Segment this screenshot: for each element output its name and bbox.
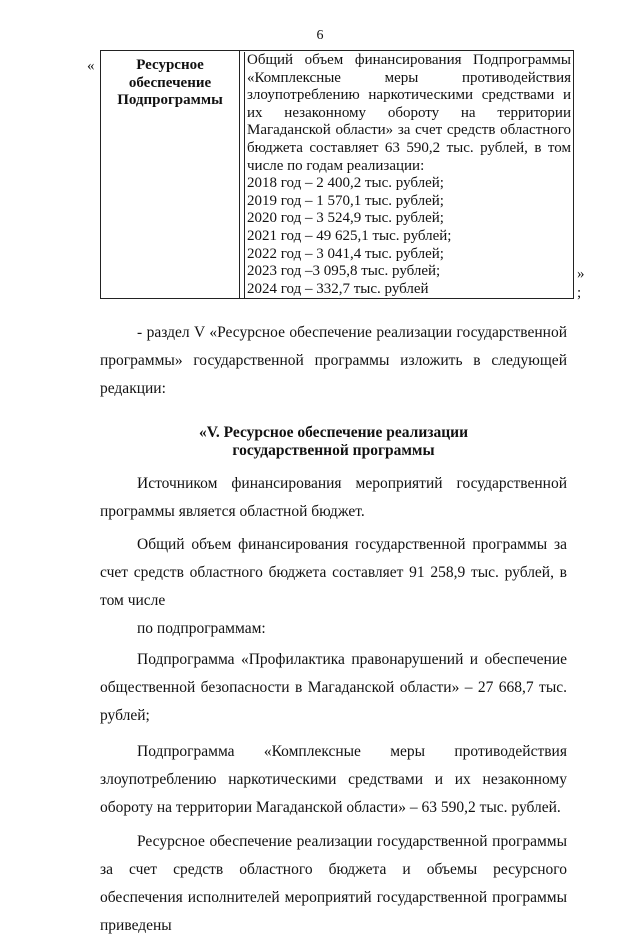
year-line: 2023 год –3 095,8 тыс. рублей; bbox=[247, 263, 441, 280]
header-line: Ресурсное bbox=[136, 57, 204, 73]
year-line: 2020 год – 3 524,9 тыс. рублей; bbox=[247, 210, 444, 227]
section-instruction-paragraph: - раздел V «Ресурсное обеспечение реализации государственной программы» государственной программы изложить в следующей редакции: bbox=[100, 324, 567, 397]
year-line: 2022 год – 3 041,4 тыс. рублей; bbox=[247, 245, 444, 262]
table-closing-quote: » bbox=[577, 266, 585, 282]
subprogram-1-paragraph: Подпрограмма «Профилактика правонарушений и обеспечение общественной безопасности в Магаданской области» – 27 668,7 тыс. рублей; bbox=[100, 651, 567, 724]
table-row bbox=[101, 51, 574, 299]
resource-summary-paragraph: Ресурсное обеспечение реализации государственной программы за счет средств областного бюджета и объемы ресурсного обеспечения исполнителей мероприятий государственной программы приведены bbox=[100, 833, 567, 934]
funding-source-paragraph: Источником финансирования мероприятий государственной программы является областной бюджет. bbox=[100, 475, 567, 520]
table-content-cell bbox=[240, 51, 574, 299]
year-line: 2024 год – 332,7 тыс. рублей bbox=[247, 280, 429, 297]
year-line: 2018 год – 2 400,2 тыс. рублей; bbox=[247, 175, 444, 192]
resource-table bbox=[100, 50, 574, 299]
header-line: Подпрограммы bbox=[117, 92, 223, 109]
page-number: 6 bbox=[316, 28, 324, 43]
section-instruction-block bbox=[100, 319, 567, 403]
total-funding-paragraph: Общий объем финансирования государственной программы за счет средств областного бюджета составляет 91 258,9 тыс. рублей, в том числе bbox=[100, 536, 567, 609]
by-subprogram-paragraph: по подпрограммам: bbox=[137, 620, 266, 637]
year-line: 2019 год – 1 570,1 тыс. рублей; bbox=[247, 192, 444, 209]
table-header-cell bbox=[101, 51, 240, 299]
section-heading-line: государственной программы bbox=[232, 442, 435, 459]
table-semicolon: ; bbox=[577, 285, 582, 301]
year-line: 2021 год – 49 625,1 тыс. рублей; bbox=[247, 227, 452, 244]
section-body bbox=[100, 470, 567, 940]
funding-intro: Общий объем финансирования Подпрограммы «Комплексные меры противодействия злоупотреблению наркотическими средствами и их незаконному обороту на территории Магаданской области» за счет средств областного бюджета составляет 63 590,2 тыс. рублей, в том числе по годам реализации: bbox=[247, 52, 571, 174]
section-heading bbox=[100, 424, 567, 460]
subprogram-2-paragraph: Подпрограмма «Комплексные меры противодействия злоупотреблению наркотическими средствами и их незаконному обороту на территории Магаданской области» – 63 590,2 тыс. рублей. bbox=[100, 743, 567, 816]
header-line: обеспечение bbox=[128, 74, 212, 91]
table-opening-quote: « bbox=[87, 58, 95, 74]
section-heading-line: «V. Ресурсное обеспечение реализации bbox=[198, 424, 469, 441]
